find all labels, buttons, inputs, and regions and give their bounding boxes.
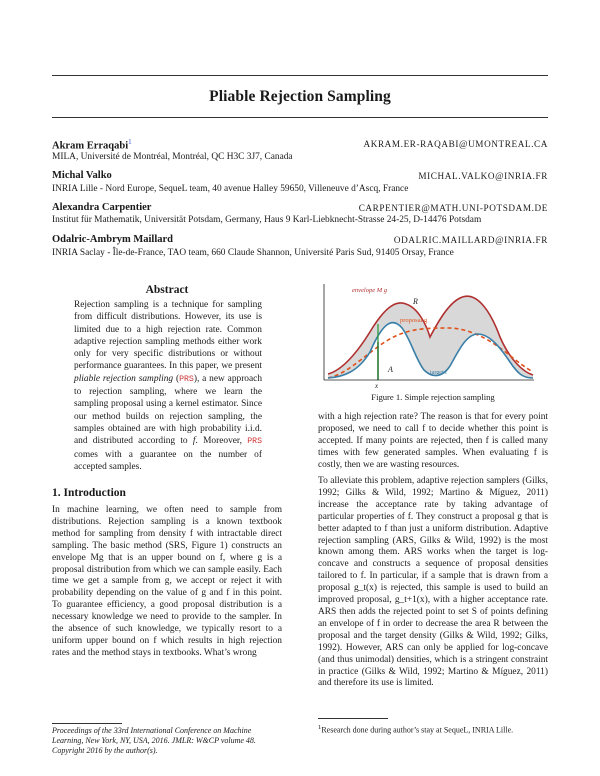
author-footnote: $^1$Research done during author’s stay at SequeL, INRIA Lille. bbox=[318, 724, 514, 735]
label-A: A bbox=[388, 365, 393, 374]
proceedings-footnote: Proceedings of the 33rd International Conference on Machine Learning, New York, NY, USA, 2016. JMLR: W&CP volume 48. Copyright 2016 by the author(s). bbox=[52, 726, 256, 756]
author-email[interactable]: MICHAL.VALKO@INRIA.FR bbox=[418, 171, 548, 181]
right-column-paragraph-2: To alleviate this problem, adaptive rejection samplers (Gilks, 1992; Gilks & Wild, 1992; Martino & Míguez, 2011) increase the acceptance rate by taking advantage of particular properties of f. They construct a proposal g that is better adapted to f than just a uniform distribution. Adaptive rejection sampling (ARS, Gilks & Wild, 1992) is the most known among them. ARS works when the target is log-concave and constructs a sequence of proposal densities tailored to f. In particular, if a sample that is drawn from a proposal g_t(x) is rejected, this sample is used to build an improved proposal, g_t+1(x), with a higher acceptance rate. ARS then adds the rejected point to set S of points defining an envelope of f in order to decrease the area R between the proposal and the target density (Gilks & Wild, 1992; Gilks, 1992). However, ARS can only be applied for log-concave (and thus unimodal) densities, which is a stringent constraint in practice (Gilks & Wild, 1992; Martino & Míguez, 2011) and therefore its use is limited. bbox=[318, 476, 548, 689]
right-column-paragraph-1: with a high rejection rate? The reason is that for every point proposed, we need to call f to decide whether this point is accepted. If many points are rejected, then f is called many times with few generated samples. When evaluating f is costly, then we are wasting resources. bbox=[318, 412, 548, 470]
rejection-sampling-figure bbox=[318, 282, 538, 390]
paper-title: Pliable Rejection Sampling bbox=[209, 88, 391, 105]
section-heading: 1. Introduction bbox=[52, 487, 126, 499]
author-affiliation: MILA, Université de Montréal, Montréal, QC H3C 3J7, Canada bbox=[52, 152, 293, 162]
title-rule-top bbox=[52, 75, 548, 76]
abstract-body: Rejection sampling is a technique for sampling from difficult distributions. However, its use is limited due to a high rejection rate. Common adaptive rejection sampling methods either work only for very specific distributions or without performance guarantees. In this paper, we present pliable rejection sampling (PRS), a new approach to rejection sampling, where we learn the sampling proposal using a kernel estimator. Since our method builds on rejection sampling, the samples obtained are with high probability i.i.d. and distributed according to f. Moreover, PRS comes with a guarantee on the number of accepted samples. bbox=[74, 300, 263, 472]
footnote-rule-left bbox=[52, 723, 122, 724]
author-name: Michal Valko bbox=[52, 170, 112, 181]
author-email[interactable]: CARPENTIER@MATH.UNI-POTSDAM.DE bbox=[358, 203, 548, 213]
figure-caption: Figure 1. Simple rejection sampling bbox=[371, 392, 495, 402]
author-email[interactable]: ODALRIC.MAILLARD@INRIA.FR bbox=[393, 235, 548, 245]
author-affiliation: INRIA Saclay - Île-de-France, TAO team, 660 Claude Shannon, Université Paris Sud, 91405 Orsay, France bbox=[52, 248, 454, 258]
footnote-rule-right bbox=[318, 718, 388, 719]
label-proposal: proposal g bbox=[400, 317, 428, 324]
intro-paragraph: In machine learning, we often need to sample from distributions. Rejection sampling is a known textbook method for sampling from density f with intractable direct sampling. The basic method (SRS, Figure 1) constructs an envelope Mg that is an upper bound on f, where g is a proposal distribution from which we can sample easily. Each time we get a sample from g, we accept or reject it with probability depending on the value of g and f in this point. To guarantee efficiency, a good proposal distribution is a necessary knowledge we need to provide to the sampler. In the absence of such knowledge, we typically resort to a uniform upper bound on f which results in high rejection rates and the method stays in textbooks. What’s wrong bbox=[52, 505, 282, 658]
label-envelope: envelope M g bbox=[352, 287, 388, 294]
author-affiliation: INRIA Lille - Nord Europe, SequeL team, 40 avenue Halley 59650, Villeneuve d’Ascq, France bbox=[52, 184, 409, 194]
author-name: Akram Erraqabi$^1$ bbox=[52, 138, 132, 152]
abstract-heading: Abstract bbox=[145, 284, 189, 296]
label-target: target f bbox=[430, 370, 448, 376]
author-name: Odalric-Ambrym Maillard bbox=[52, 234, 174, 245]
author-name: Alexandra Carpentier bbox=[52, 202, 152, 213]
author-affiliation: Institut für Mathematik, Universität Potsdam, Germany, Haus 9 Karl-Liebknecht-Strasse 24-25, D-14476 Potsdam bbox=[52, 215, 482, 225]
label-R: R bbox=[413, 297, 418, 306]
title-rule-bottom bbox=[52, 117, 548, 118]
author-email[interactable]: AKRAM.ER-RAQABI@UMONTREAL.CA bbox=[363, 139, 548, 149]
label-x: x bbox=[375, 382, 379, 390]
